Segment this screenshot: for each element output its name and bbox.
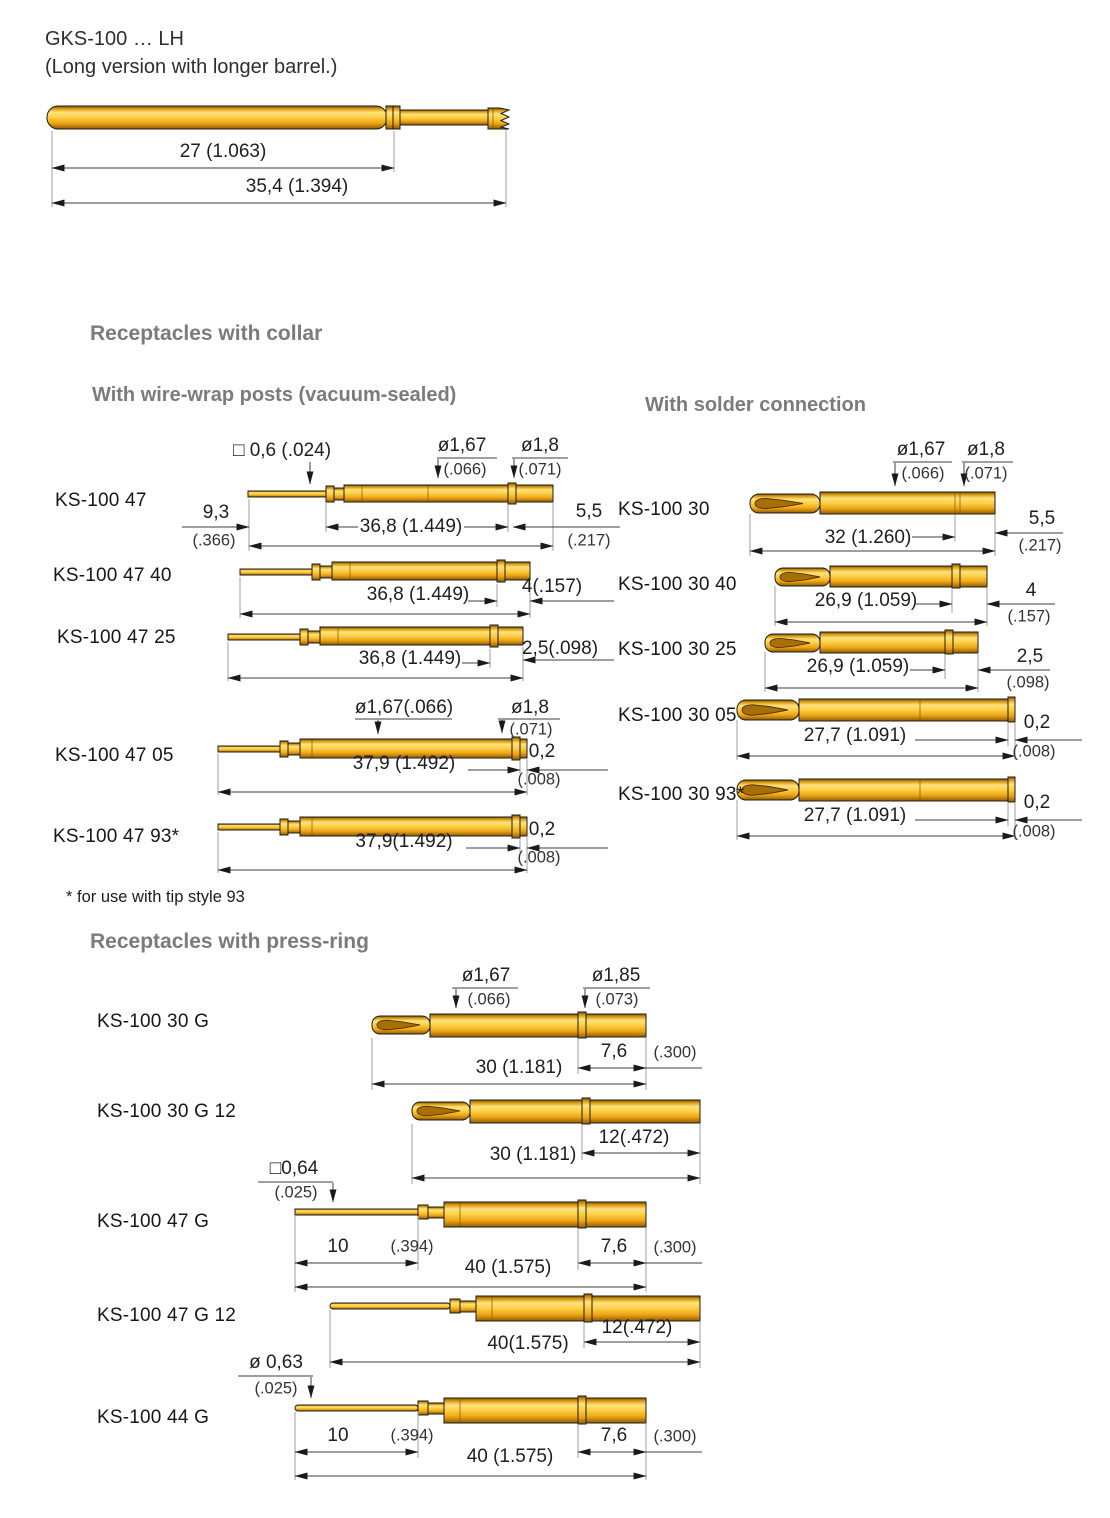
probe-ks-100-47 xyxy=(248,483,553,504)
dim-label-tail: 0,2 xyxy=(528,819,556,841)
diameter-annotation: ø1,8 xyxy=(510,697,550,719)
dim-label-tail: 0,2 xyxy=(528,741,556,763)
part-label-ks-100-47-93: KS-100 47 93* xyxy=(53,826,180,847)
footnote: * for use with tip style 93 xyxy=(66,888,245,906)
part-label-ks-100-47-g-12: KS-100 47 G 12 xyxy=(97,1305,237,1326)
dim-label-length: 37,9 (1.492) xyxy=(352,753,456,775)
diameter-annotation: ø1,8 xyxy=(966,439,1006,461)
probe-gks-100-lh xyxy=(47,106,509,129)
dim-label-length: 26,9 (1.059) xyxy=(806,656,910,678)
diameter-annotation: ø1,67(.066) xyxy=(354,697,454,719)
probe-ks-100-30-93 xyxy=(737,777,1015,802)
dim-label-post: 9,3 xyxy=(202,502,230,524)
dim-label-length: 36,8 (1.449) xyxy=(366,584,470,606)
diameter-annotation: ø1,67 xyxy=(896,439,946,461)
dim-label-tail: 12(.472) xyxy=(601,1317,673,1339)
probe-ks-100-30-05 xyxy=(737,697,1015,722)
dim-label-tail: 2,5 xyxy=(1016,646,1044,668)
dim-label-tail: 0,2 xyxy=(1023,792,1051,814)
part-label-ks-100-30-g-12: KS-100 30 G 12 xyxy=(97,1101,237,1122)
square-annotation: □ 0,6 (.024) xyxy=(232,440,332,462)
dim-label-length: 32 (1.260) xyxy=(824,527,912,549)
dim-label-length: 40 (1.575) xyxy=(464,1257,552,1279)
dim-label-length: 37,9(1.492) xyxy=(355,831,453,853)
part-label-ks-100-30: KS-100 30 xyxy=(618,499,710,520)
dim-label-tail-inch: (.300) xyxy=(653,1427,697,1446)
diameter-annotation-inch: (.071) xyxy=(518,460,562,479)
dim-label-total-length: 35,4 (1.394) xyxy=(245,176,349,198)
diameter-annotation: ø1,85 xyxy=(591,965,641,987)
dim-label-length: 30 (1.181) xyxy=(489,1144,577,1166)
dim-label-tail: 2,5(.098) xyxy=(521,638,599,660)
dim-label-tail-inch: (.217) xyxy=(1018,536,1062,555)
probe-ks-100-30 xyxy=(750,492,995,514)
dim-label-length: 27,7 (1.091) xyxy=(803,725,907,747)
page-title: GKS-100 … LH xyxy=(45,28,184,50)
dim-label-length: 30 (1.181) xyxy=(475,1057,563,1079)
dim-label-post-inch: (.394) xyxy=(390,1237,434,1256)
dim-label-barrel-length: 27 (1.063) xyxy=(179,141,267,163)
dim-label-post: 10 xyxy=(327,1425,349,1447)
dim-label-length: 36,8 (1.449) xyxy=(358,648,462,670)
diameter-annotation-inch: (.066) xyxy=(901,464,945,483)
dim-label-tail: 4 xyxy=(1025,580,1037,602)
probe-ks-100-47-40 xyxy=(240,560,530,582)
dim-label-tail-inch: (.008) xyxy=(517,770,561,789)
dim-label-tail-inch: (.008) xyxy=(1012,742,1056,761)
dim-label-tail: 7,6 xyxy=(600,1425,628,1447)
dim-label-tail: 5,5 xyxy=(575,501,603,523)
dim-label-tail: 0,2 xyxy=(1023,712,1051,734)
part-label-ks-100-47-40: KS-100 47 40 xyxy=(53,565,172,586)
dim-label-tail-inch: (.300) xyxy=(653,1043,697,1062)
subsection-heading-wirewrap: With wire-wrap posts (vacuum-sealed) xyxy=(92,384,457,406)
diameter-annotation-inch: (.071) xyxy=(509,720,553,739)
diameter-annotation: ø1,67 xyxy=(461,965,511,987)
diameter-annotation-inch: (.073) xyxy=(595,990,639,1009)
probe-ks-100-30-g-12 xyxy=(412,1098,700,1124)
probe-ks-100-47-25 xyxy=(228,625,523,647)
dim-label-tail-inch: (.098) xyxy=(1006,673,1050,692)
probe-ks-100-44-g xyxy=(295,1396,646,1424)
dim-label-length: 40 (1.575) xyxy=(466,1446,554,1468)
probe-ks-100-47-g xyxy=(295,1200,646,1228)
diameter-annotation-inch: (.071) xyxy=(964,464,1008,483)
dim-label-tail-inch: (.300) xyxy=(653,1238,697,1257)
dim-label-length: 26,9 (1.059) xyxy=(814,590,918,612)
diameter-annotation: ø 0,63 xyxy=(249,1352,303,1374)
dim-label-length: 40(1.575) xyxy=(487,1333,569,1355)
part-label-ks-100-30-25: KS-100 30 25 xyxy=(618,639,737,660)
dim-label-tail: 12(.472) xyxy=(598,1127,670,1149)
part-label-ks-100-44-g: KS-100 44 G xyxy=(97,1407,210,1428)
dim-label-length: 36,8 (1.449) xyxy=(359,516,463,538)
diameter-annotation-inch: (.066) xyxy=(443,460,487,479)
part-label-ks-100-30-93: KS-100 30 93* xyxy=(618,784,745,805)
part-label-ks-100-30-g: KS-100 30 G xyxy=(97,1011,210,1032)
dim-label-tail: 4(.157) xyxy=(521,576,583,598)
dim-label-post-inch: (.366) xyxy=(192,531,236,550)
part-label-ks-100-47-05: KS-100 47 05 xyxy=(55,745,174,766)
part-label-ks-100-47-25: KS-100 47 25 xyxy=(57,627,176,648)
subsection-heading-solder: With solder connection xyxy=(645,394,866,416)
dim-label-tail: 7,6 xyxy=(600,1041,628,1063)
part-label-ks-100-30-40: KS-100 30 40 xyxy=(618,574,737,595)
diameter-annotation-inch: (.066) xyxy=(467,990,511,1009)
dim-label-post: 10 xyxy=(327,1236,349,1258)
page-subtitle: (Long version with longer barrel.) xyxy=(45,56,338,78)
square-annotation-inch: (.025) xyxy=(274,1183,318,1202)
part-label-ks-100-47: KS-100 47 xyxy=(55,490,147,511)
probe-ks-100-30-40 xyxy=(775,564,987,588)
diameter-annotation: ø1,67 xyxy=(437,435,487,457)
part-label-ks-100-47-g: KS-100 47 G xyxy=(97,1211,210,1232)
dim-label-tail-inch: (.008) xyxy=(517,848,561,867)
dim-label-post-inch: (.394) xyxy=(390,1426,434,1445)
probe-ks-100-30-g xyxy=(372,1012,646,1038)
diameter-annotation-inch: (.025) xyxy=(254,1379,298,1398)
dim-label-tail-inch: (.157) xyxy=(1007,607,1051,626)
dim-label-tail-inch: (.008) xyxy=(1012,822,1056,841)
dim-label-tail-inch: (.217) xyxy=(567,531,611,550)
square-annotation: □0,64 xyxy=(269,1158,319,1180)
dim-label-tail: 7,6 xyxy=(600,1236,628,1258)
part-label-ks-100-30-05: KS-100 30 05 xyxy=(618,705,737,726)
section-heading-collar: Receptacles with collar xyxy=(90,322,323,345)
diameter-annotation: ø1,8 xyxy=(520,435,560,457)
dim-label-tail: 5,5 xyxy=(1028,508,1056,530)
probe-ks-100-30-25 xyxy=(765,630,978,654)
section-heading-pressring: Receptacles with press-ring xyxy=(90,930,369,953)
dim-label-length: 27,7 (1.091) xyxy=(803,805,907,827)
